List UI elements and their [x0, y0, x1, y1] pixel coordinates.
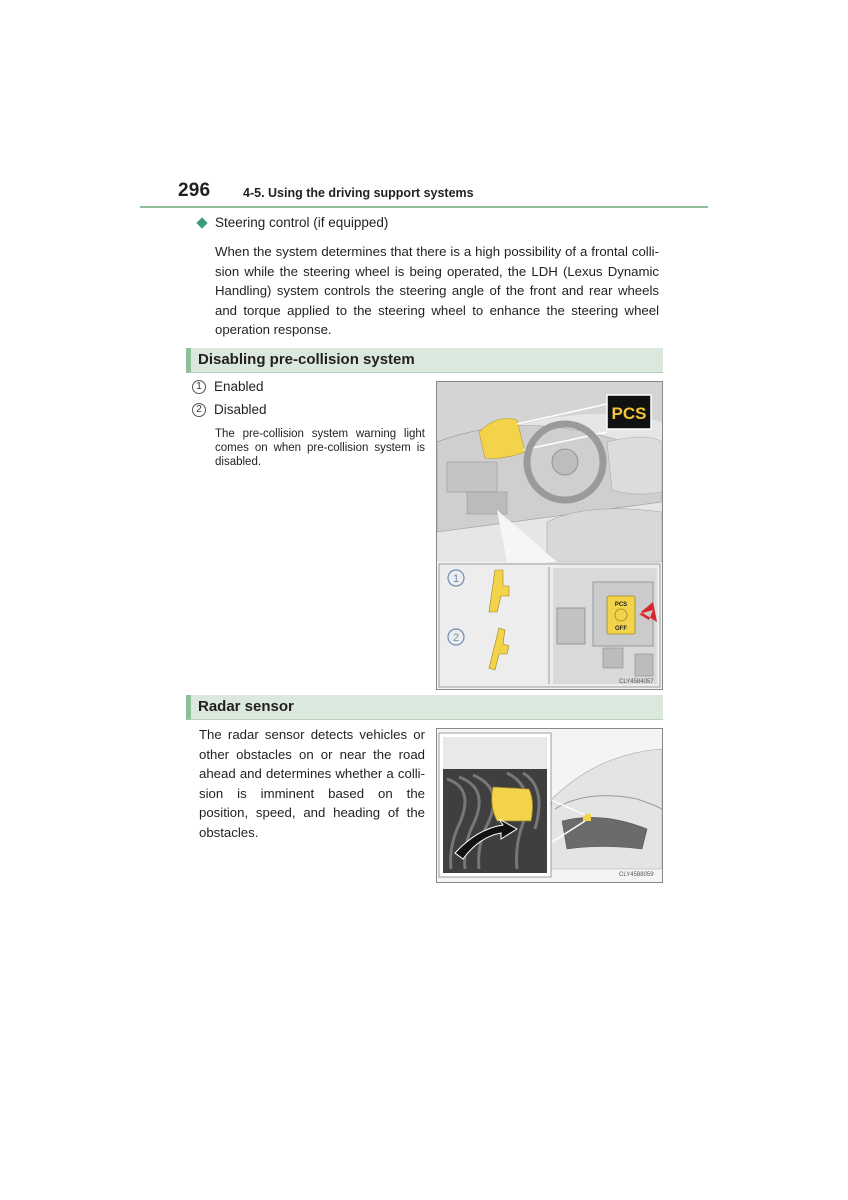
list-item-label: Disabled — [214, 402, 267, 417]
section-title: 4-5. Using the driving support systems — [243, 186, 474, 200]
radar-sensor-highlight — [492, 787, 533, 821]
radar-paragraph: The radar sensor detects vehicles or other obstacles on or near the road ahead and determines whether a colli-sion is imminent based on the position, speed, and heading of the obstacles. — [199, 727, 425, 840]
steering-paragraph: When the system determines that there is a high possibility of a frontal colli-sion while the steering wheel is being operated, the LDH (Lexus Dynamic Handling) system controls the steering angle of the front and rear wheels and torque applied to the steering wheel to enhance the steering wheel operation response. — [215, 244, 659, 337]
steering-heading — [196, 215, 388, 230]
radar-section-bar — [186, 695, 663, 720]
pcs-indicator-label: PCS — [611, 404, 647, 423]
diamond-bullet-icon — [196, 217, 207, 228]
circle-number-2: 2 — [192, 403, 206, 417]
circle-number-1: 1 — [192, 380, 206, 394]
radar-illustration — [437, 729, 662, 882]
pcs-illustration — [437, 382, 662, 689]
list-item-disabled — [192, 402, 267, 417]
list-item-enabled — [192, 379, 264, 394]
header-rule — [140, 206, 708, 208]
disabling-section-bar — [186, 348, 663, 373]
disabling-section-title: Disabling pre-collision system — [198, 351, 415, 368]
radar-figure — [436, 728, 663, 883]
switch-top-label: PCS — [614, 602, 628, 608]
page-number: 296 — [178, 180, 211, 201]
callout-2: 2 — [452, 632, 460, 644]
pcs-note: The pre-collision system warning light comes on when pre-collision system is disabled. — [215, 428, 425, 468]
radar-figure-id: CLY4588059 — [619, 872, 654, 878]
pcs-figure-id: CLY4584057 — [619, 679, 654, 685]
callout-1: 1 — [452, 573, 460, 585]
switch-bottom-label: OFF — [615, 626, 627, 632]
radar-section-title: Radar sensor — [198, 698, 294, 715]
pcs-figure — [436, 381, 663, 690]
steering-heading-text: Steering control (if equipped) — [215, 215, 389, 230]
list-item-label: Enabled — [214, 379, 264, 394]
